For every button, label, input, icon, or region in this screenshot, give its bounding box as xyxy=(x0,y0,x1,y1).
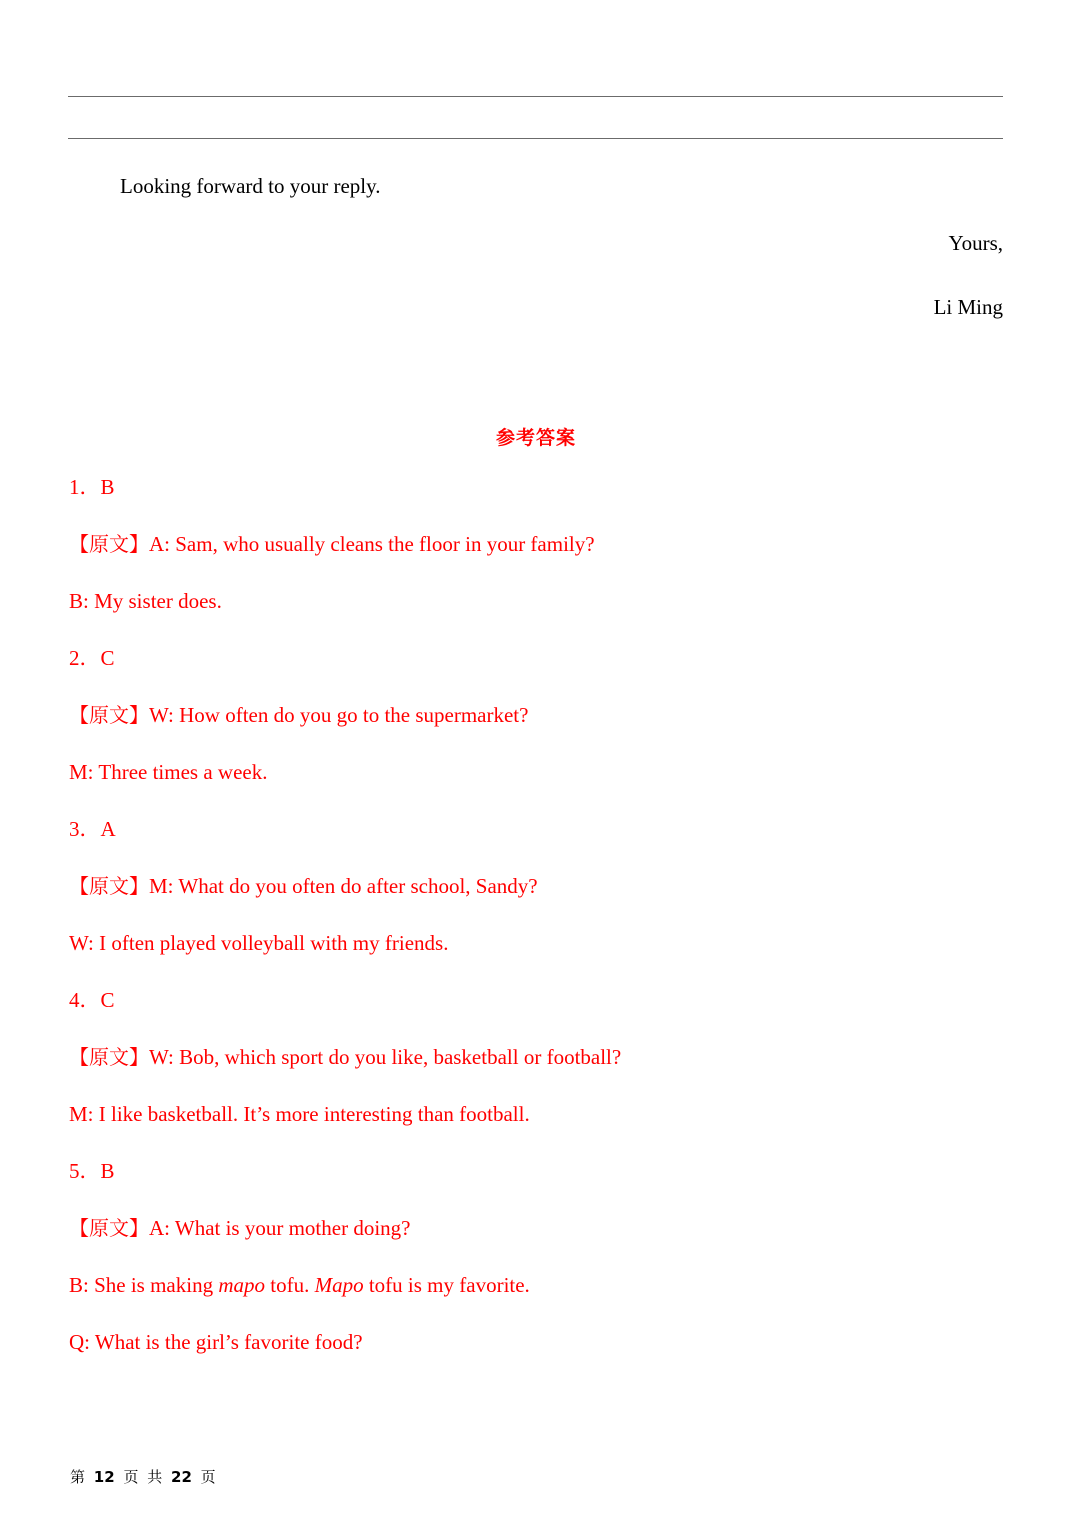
answer-item-2 xyxy=(69,644,115,672)
transcript-text: M: What do you often do after school, Sandy? xyxy=(149,874,538,898)
item-sep: ． xyxy=(79,1159,101,1183)
transcript-text: A: Sam, who usually cleans the floor in your family? xyxy=(149,532,595,556)
transcript-italic-word: Mapo xyxy=(314,1273,364,1297)
letter-signoff: Yours, xyxy=(948,231,1003,255)
item-number: 2 xyxy=(69,646,80,670)
transcript-text: W: Bob, which sport do you like, basketball or football? xyxy=(149,1045,622,1069)
item-number: 4 xyxy=(69,988,80,1012)
answer-item-3 xyxy=(69,815,116,843)
transcript-line xyxy=(69,1043,621,1071)
transcript-text: W: How often do you go to the supermarket? xyxy=(149,703,529,727)
transcript-line xyxy=(69,872,538,900)
transcript-italic-word: mapo xyxy=(218,1273,266,1297)
footer-suffix: 页 xyxy=(200,1468,216,1486)
transcript-line: B: My sister does. xyxy=(69,589,222,613)
item-answer: A xyxy=(100,817,116,841)
answer-item-4 xyxy=(69,986,115,1014)
footer-current-page: 12 xyxy=(93,1468,115,1486)
page-footer xyxy=(70,1466,216,1487)
transcript-line: M: I like basketball. It’s more interesting than football. xyxy=(69,1102,530,1126)
footer-middle: 页 共 xyxy=(123,1468,163,1486)
transcript-line xyxy=(69,1214,411,1242)
answers-title: 参考答案 xyxy=(495,427,576,449)
item-sep: ． xyxy=(79,475,101,499)
item-answer: B xyxy=(100,1159,115,1183)
transcript-tag: 【原文】 xyxy=(69,1045,149,1069)
item-sep: ． xyxy=(79,817,101,841)
footer-prefix: 第 xyxy=(70,1468,86,1486)
transcript-tag: 【原文】 xyxy=(69,703,149,727)
transcript-tag: 【原文】 xyxy=(69,532,149,556)
item-answer: C xyxy=(100,988,115,1012)
answer-item-1 xyxy=(69,473,115,501)
item-answer: B xyxy=(100,475,115,499)
transcript-text-part: B: She is making xyxy=(69,1273,219,1297)
answer-line-2 xyxy=(68,138,1003,139)
transcript-text: A: What is your mother doing? xyxy=(149,1216,411,1240)
footer-total-pages: 22 xyxy=(171,1468,192,1486)
transcript-line: M: Three times a week. xyxy=(69,760,268,784)
item-number: 3 xyxy=(69,817,80,841)
transcript-line xyxy=(69,530,595,558)
item-answer: C xyxy=(100,646,115,670)
transcript-line xyxy=(69,1271,530,1299)
answer-item-5 xyxy=(69,1157,115,1185)
answer-line-1 xyxy=(68,96,1003,97)
item-sep: ． xyxy=(79,988,101,1012)
transcript-line xyxy=(69,701,528,729)
item-number: 5 xyxy=(69,1159,80,1183)
item-sep: ． xyxy=(79,646,101,670)
transcript-tag: 【原文】 xyxy=(69,874,149,898)
letter-closing: Looking forward to your reply. xyxy=(120,174,381,198)
transcript-tag: 【原文】 xyxy=(69,1216,149,1240)
transcript-text-part: tofu is my favorite. xyxy=(363,1273,530,1297)
transcript-line: W: I often played volleyball with my friends. xyxy=(69,931,449,955)
letter-name: Li Ming xyxy=(933,295,1003,319)
item-number: 1 xyxy=(69,475,80,499)
transcript-line: Q: What is the girl’s favorite food? xyxy=(69,1330,363,1354)
transcript-text-part: tofu. xyxy=(265,1273,315,1297)
